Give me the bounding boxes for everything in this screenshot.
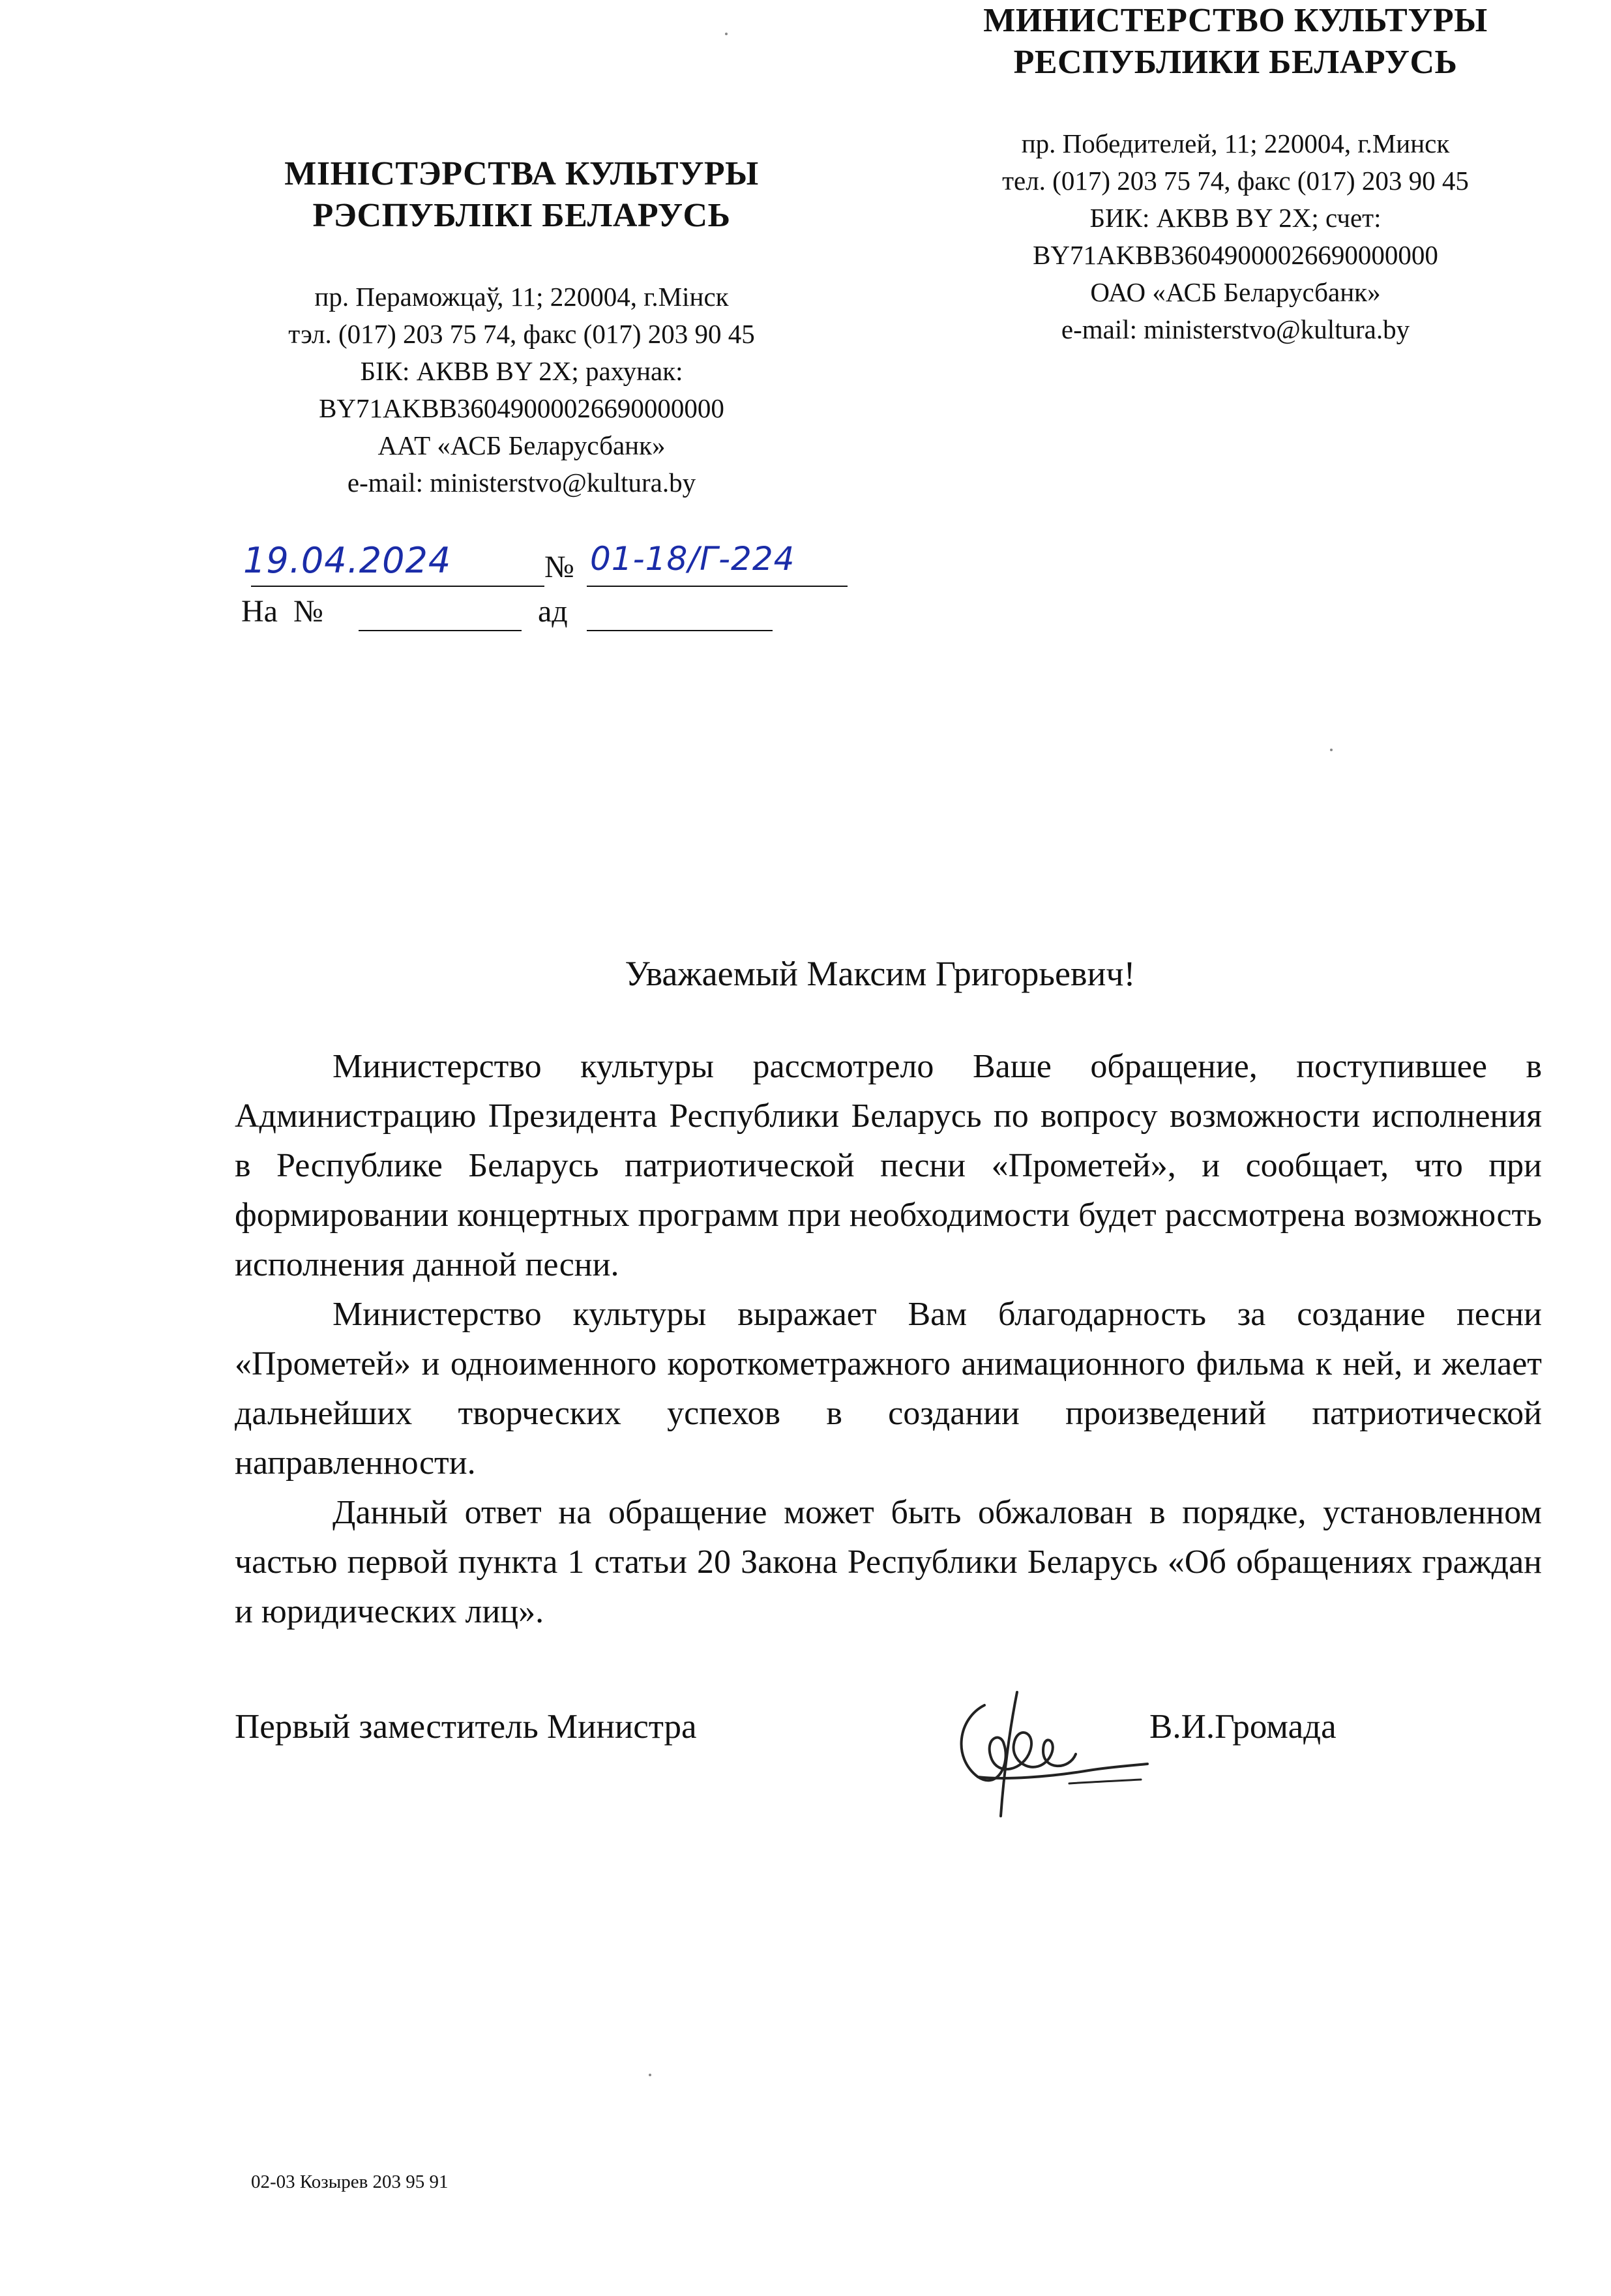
header-ru-account: BY71AKBB36049000026690000000 [1033, 240, 1438, 270]
header-by-account: BY71AKBB36049000026690000000 [319, 393, 724, 423]
header-title-by-line1: МІНІСТЭРСТВА КУЛЬТУРЫ [284, 155, 759, 192]
header-title-ru-line1: МИНИСТЕРСТВО КУЛЬТУРЫ [983, 2, 1488, 39]
reply-number-label: На № [241, 594, 323, 629]
reply-date-underline [587, 630, 773, 631]
reply-reference-line [241, 587, 867, 639]
handwritten-number: 01-18/Г-224 [590, 540, 795, 578]
header-by-bank: ААТ «АСБ Беларусбанк» [377, 430, 666, 460]
reply-from-label: ад [538, 594, 568, 629]
executor-note: 02-03 Козырев 203 95 91 [251, 2171, 449, 2192]
header-ru-email: e-mail: ministerstvo@kultura.by [1061, 314, 1410, 344]
header-by-bik: БІК: АКВВ BY 2X; рахунак: [360, 356, 683, 386]
salutation: Уважаемый Максим Григорьевич! [625, 954, 1136, 993]
scan-speck [725, 33, 728, 35]
number-sign: № [544, 550, 574, 584]
paragraph-2: Министерство культуры выражает Вам благодарность за создание песни «Прометей» и одноименного короткометражного анимационного фильма к ней, и желает дальнейших творческих успехов в создании произведений патриотической направленности. [235, 1296, 1542, 1482]
handwritten-date: 19.04.2024 [243, 540, 452, 581]
header-belarusian [196, 153, 848, 501]
header-ru-bank: ОАО «АСБ Беларусбанк» [1090, 277, 1381, 307]
header-by-phone: тэл. (017) 203 75 74, факс (017) 203 90 45 [288, 319, 755, 349]
paragraph-3: Данный ответ на обращение может быть обжалован в порядке, установленном частью первой пункта 1 статьи 20 Закона Республики Беларусь «Об обращениях граждан и юридических лиц». [235, 1494, 1542, 1630]
header-by-address: пр. Пераможцаў, 11; 220004, г.Мінск [314, 282, 729, 312]
header-ru-phone: тел. (017) 203 75 74, факс (017) 203 90 45 [1002, 166, 1469, 196]
handwritten-signature [939, 1679, 1154, 1829]
scan-speck [649, 2074, 651, 2076]
header-title-ru-line2: РЕСПУБЛИКИ БЕЛАРУСЬ [1013, 44, 1458, 81]
signatory-position: Первый заместитель Министра [235, 1708, 697, 1746]
registration-line [238, 535, 864, 587]
paragraph-1: Министерство культуры рассмотрело Ваше обращение, поступившее в Администрацию Президента Республики Беларусь по вопросу возможности исполнения в Республике Беларусь патриотической песни «Прометей», и сообщает, что при формировании концертных программ при необходимости будет рассмотрена возможность исполнения данной песни. [235, 1048, 1542, 1283]
signatory-name: В.И.Громада [1149, 1708, 1337, 1746]
header-ru-address: пр. Победителей, 11; 220004, г.Минск [1021, 128, 1450, 158]
header-by-email: e-mail: ministerstvo@kultura.by [347, 468, 696, 498]
header-title-by-line2: РЭСПУБЛІКІ БЕЛАРУСЬ [312, 197, 731, 234]
reply-number-underline [359, 630, 522, 631]
header-russian [909, 0, 1561, 348]
scan-speck [1330, 749, 1333, 751]
letter-body [235, 1042, 1542, 1637]
header-ru-bik: БИК: АКВВ BY 2X; счет: [1089, 203, 1382, 233]
